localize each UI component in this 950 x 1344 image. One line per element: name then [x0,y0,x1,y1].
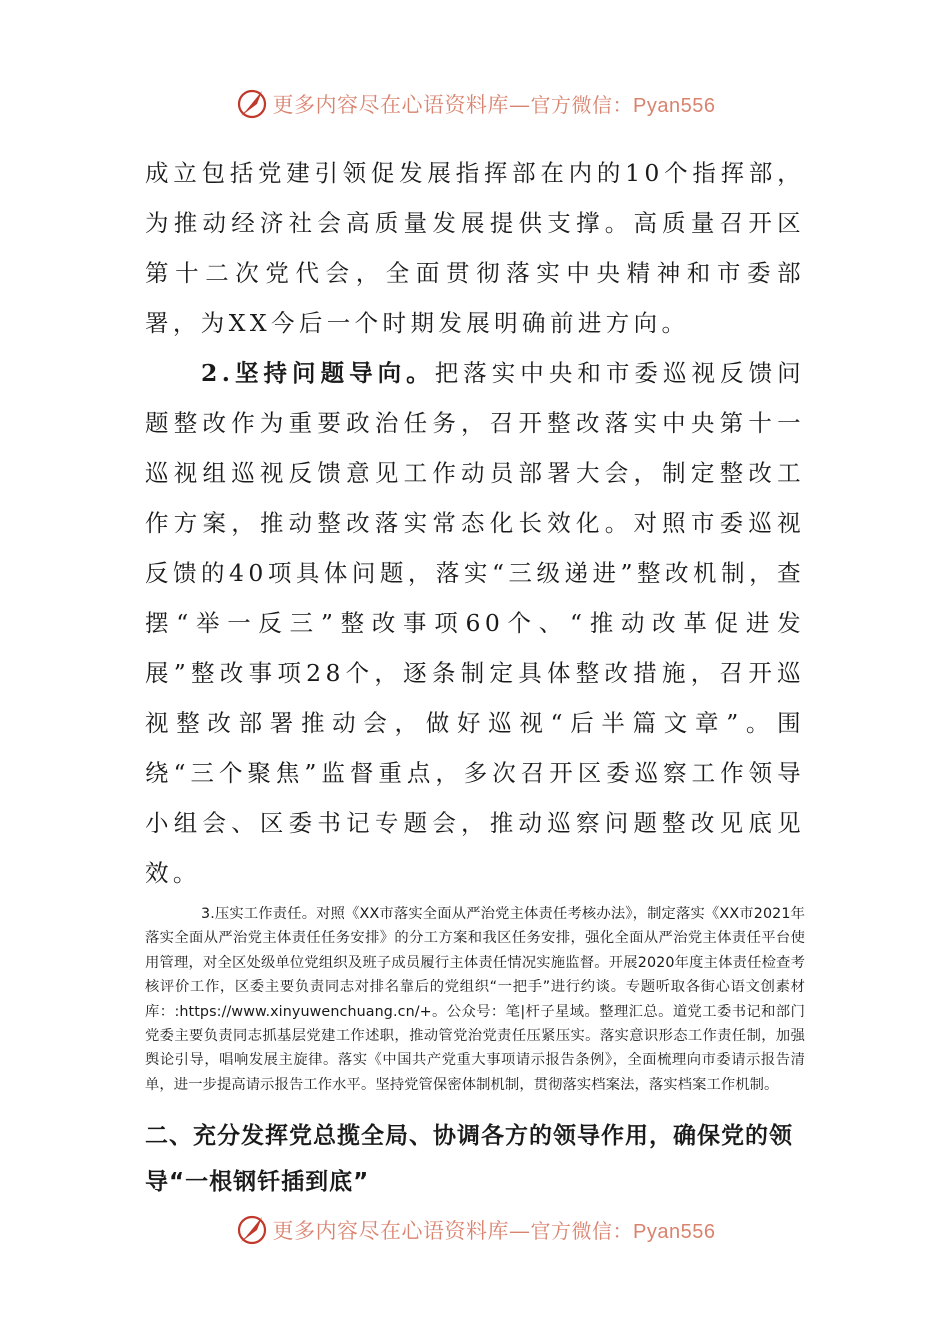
quill-logo-icon [235,1213,269,1247]
document-body [145,148,805,1205]
header-banner [0,84,950,124]
header-banner-dash: — [509,93,531,117]
paragraph-2 [145,348,805,898]
paragraph-1: 成立包括党建引领促发展指挥部在内的10个指挥部，为推动经济社会高质量发展提供支撑。高质量召开区第十二次党代会，全面贯彻落实中央精神和市委部署，为XX今后一个时期发展明确前进方向。 [145,159,805,337]
header-wechat-id: 官方微信：Pyan556 [530,95,716,117]
paragraph-3 [145,902,805,1097]
paragraph-3-text: 3.压实工作责任。对照《XX市落实全面从严治党主体责任考核办法》，制定落实《XX市2021年落实全面从严治党主体责任任务安排》的分工方案和我区任务安排，强化全面从严治党主体责任平台使用管理，对全区处级单位党组织及班子成员履行主体责任情况实施监督。开展2020年度主体责任检查考核评价工作，区委主要负责同志对排名靠后的党组织“一把手”进行约谈。专题听取各街心语文创素材库：:https://www.xinyuwenchuang.cn/+。公众号：笔|杆子星域。整理汇总。道党工委书记和部门党委主要负责同志抓基层党建工作述职，推动管党治党责任压紧压实。落实意识形态工作责任制，加强舆论引导，唱响发展主旋律。落实《中国共产党重大事项请示报告条例》，全面梳理向市委请示报告清单，进一步提高请示报告工作水平。坚持党管保密体制机制，贯彻落实档案法，落实档案工作机制。 [145,906,805,1093]
footer-banner-text [273,1215,716,1245]
paragraph-2-text: 把落实中央和市委巡视反馈问题整改作为重要政治任务，召开整改落实中央第十一巡视组巡视反馈意见工作动员部署大会，制定整改工作方案，推动整改落实常态化长效化。对照市委巡视反馈的40项具体问题，落实“三级递进”整改机制，查摆“举一反三”整改事项60个、“推动改革促进发展”整改事项28个，逐条制定具体整改措施，召开巡视整改部署推动会，做好巡视“后半篇文章”。围绕“三个聚焦”监督重点，多次召开区委巡察工作领导小组会、区委书记专题会，推动巡察问题整改见底见效。 [145,359,805,887]
footer-banner-title: 更多内容尽在心语资料库 [272,1219,510,1243]
header-banner-text [273,89,716,119]
quill-logo-icon [235,87,269,121]
section-heading: 二、充分发挥党总揽全局、协调各方的领导作用，确保党的领导“一根钢钎插到底” [145,1123,793,1196]
paragraph-2-title: 2.坚持问题导向。 [201,359,435,387]
footer-banner-dash: — [509,1219,531,1243]
header-banner-title: 更多内容尽在心语资料库 [272,93,510,117]
footer-banner [0,1210,950,1250]
footer-wechat-id: 官方微信：Pyan556 [530,1221,716,1243]
